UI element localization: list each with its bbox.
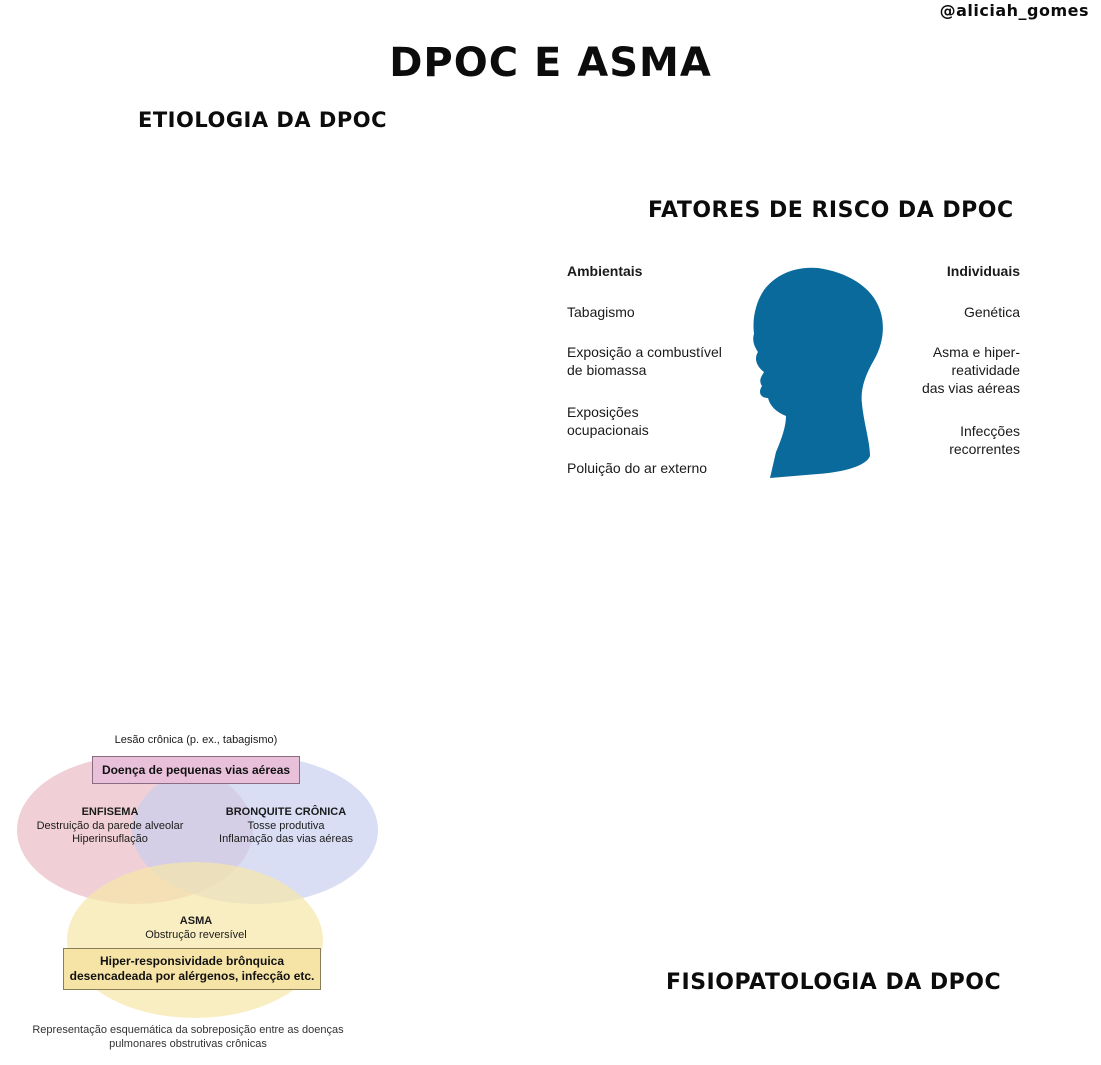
chronic-injury-label: Lesão crônica (p. ex., tabagismo) [114,734,278,746]
asthma-description: Obstrução reversível [145,929,247,941]
section-heading-fisiopatologia: FISIOPATOLOGIA DA DPOC [666,970,1002,995]
environmental-heading: Ambientais [567,263,643,279]
head-silhouette-icon [748,266,888,481]
small-airways-disease-box: Doença de pequenas vias aéreas [92,756,300,784]
asthma-title: ASMA [179,915,213,927]
venn-caption: Representação esquemática da sobreposição entre as doenças pulmonares obstrutivas crônicas [32,1024,344,1050]
emphysema-description: Destruição da parede alveolar Hiperinsuflação [36,820,184,845]
environmental-item: Exposições ocupacionais [567,404,649,438]
individual-item: Infecções recorrentes [949,423,1020,457]
environmental-item: Tabagismo [567,304,635,320]
author-handle: @aliciah_gomes [939,1,1089,20]
chronic-bronchitis-description: Tosse produtiva Inflamação das vias aéreas [219,820,353,845]
bronchial-hyperresponsiveness-box: Hiper-responsividade brônquica desencadeada por alérgenos, infecção etc. [63,948,321,990]
individual-item: Asma e hiper- reatividade das vias aéreas [921,344,1020,396]
emphysema-title: ENFISEMA [81,806,139,818]
section-heading-fatores-de-risco: FATORES DE RISCO DA DPOC [648,198,1014,223]
section-heading-etiologia: ETIOLOGIA DA DPOC [138,108,388,132]
environmental-item: Poluição do ar externo [567,460,708,476]
chronic-bronchitis-title: BRONQUITE CRÔNICA [225,806,347,818]
individual-item: Genética [963,304,1020,320]
environmental-item: Exposição a combustível de biomassa [567,344,722,378]
individual-heading: Individuais [946,263,1020,279]
page-title: DPOC E ASMA [389,40,712,86]
